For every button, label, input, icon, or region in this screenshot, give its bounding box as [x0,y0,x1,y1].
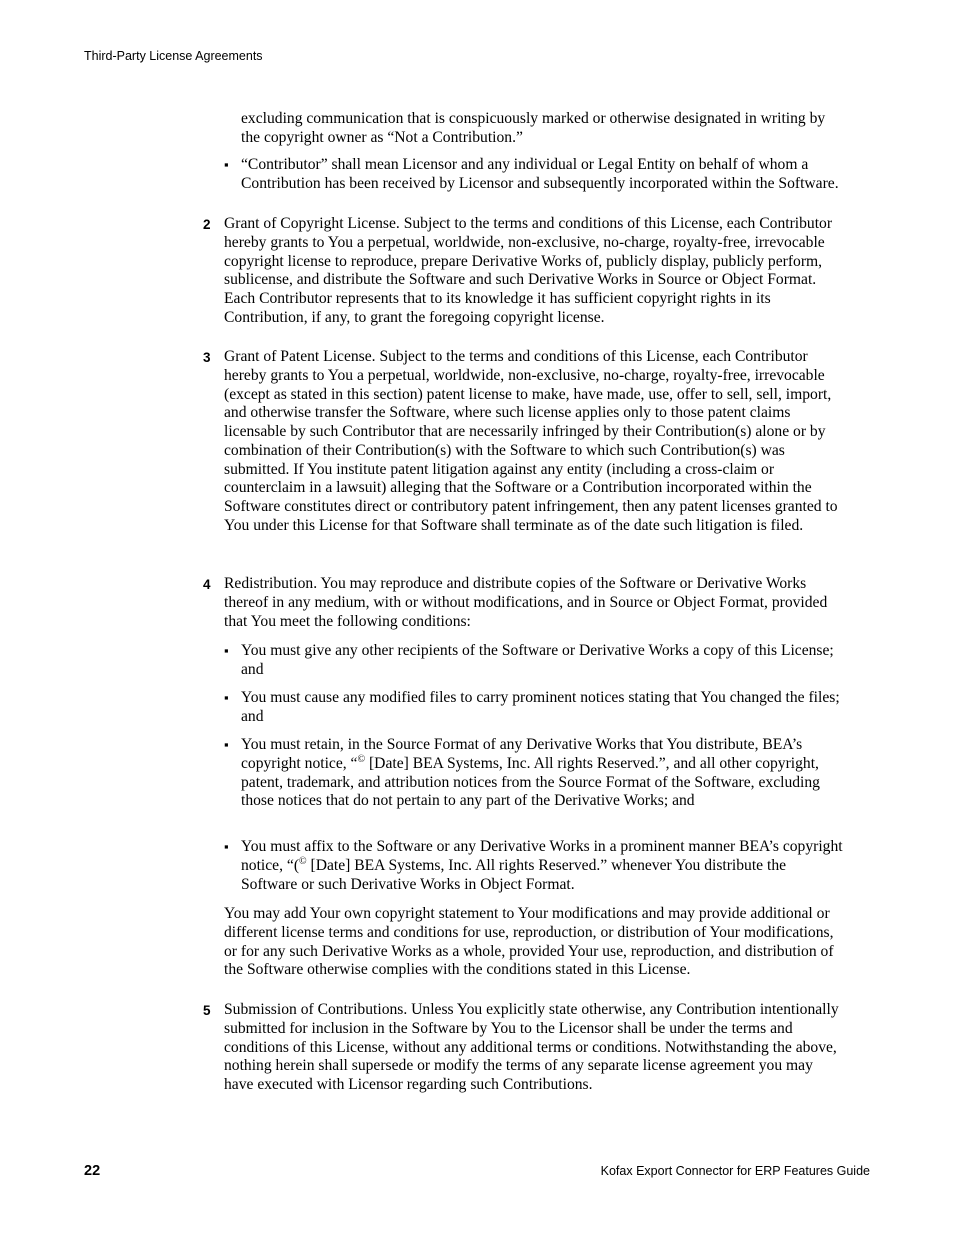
bullet-text: You must give any other recipients of the Software or Derivative Works a copy of this License; and [241,642,834,678]
item-number-4: 4 [203,577,211,592]
bullet-mark: ▪ [224,157,229,172]
bullet-copy-license [224,642,846,680]
item-number-3: 3 [203,350,211,365]
item-2-text: Grant of Copyright License. Subject to the terms and conditions of this License, each Contributor hereby grants to You a perpetual, worldwide, non-exclusive, no-charge, royalty-free, irrevocable copyright license to reproduce, prepare Derivative Works of, publicly display, publicly perform, sublicense, and distribute the Software and such Derivative Works in Source or Object Format. Each Contributor represents that to its knowledge it has sufficient copyright rights in its Contribution, if any, to grant the foregoing copyright license. [224,215,833,326]
item-number-2: 2 [203,217,211,232]
bullet-text-post: [Date] BEA Systems, Inc. All rights Reserved.” whenever You distribute the Software or such Derivative Works in Object Format. [241,856,787,893]
bullet-text-post: [Date] BEA Systems, Inc. All rights Reserved.”, and all other copyright, patent, trademark, and attribution notices from the Source Format of the Software, excluding those notices that do not pertain to any part of the Derivative Works; and [241,754,820,810]
bullet-mark: ▪ [224,839,229,854]
bullet-mark: ▪ [224,643,229,658]
running-header: Third-Party License Agreements [84,49,263,63]
bullet-text: You must cause any modified files to carry prominent notices stating that You changed the files; and [241,689,840,725]
copyright-symbol: © [299,855,307,867]
bullet-modified-files [224,689,846,727]
item-number-5: 5 [203,1003,211,1018]
bullet-contributor [224,156,846,194]
page-number: 22 [84,1163,101,1179]
copyright-symbol: © [357,753,366,765]
item-5-text: Submission of Contributions. Unless You explicitly state otherwise, any Contribution intentionally submitted for inclusion in the Software by You to the Licensor shall be under the terms and conditions of this License, without any additional terms or conditions. Notwithstanding the above, nothing herein shall supersede or modify the terms of any separate license agreement you may have executed with Licensor regarding such Contributions. [224,1001,839,1093]
item-4-text: Redistribution. You may reproduce and distribute copies of the Software or Derivative Works thereof in any medium, with or without modifications, and in Source or Object Format, provided that You meet the following conditions: [224,575,828,630]
bullet-mark: ▪ [224,690,229,705]
bullet-mark: ▪ [224,737,229,752]
bullet-affix-notice [224,838,846,894]
continued-paragraph: excluding communication that is conspicuously marked or otherwise designated in writing by the copyright owner as “Not a Contribution.” [241,110,826,146]
footer-doc-title: Kofax Export Connector for ERP Features Guide [600,1164,870,1178]
bullet-retain-notice [224,736,846,811]
bullet-text: “Contributor” shall mean Licensor and any individual or Legal Entity on behalf of whom a Contribution has been received by Licensor and subsequently incorporated within the Software. [241,156,839,192]
bullet-text-pre: You must affix to the Software or any Derivative Works in a prominent manner BEA’s copyright notice, “( [241,838,843,874]
item-3-text: Grant of Patent License. Subject to the terms and conditions of this License, each Contributor hereby grants to You a perpetual, worldwide, non-exclusive, no-charge, royalty-free, irrevocable (except as stated in this section) patent license to make, have made, use, offer to sell, sell, import, and otherwise transfer the Software, where such license applies only to those patent claims licensable by such Contributor that are necessarily infringed by their Contribution(s) alone or by combination of their Contribution(s) with the Software to which such Contribution(s) was submitted. If You institute patent litigation against any entity (including a cross-claim or counterclaim in a lawsuit) alleging that the Software or a Contribution incorporated within the Software constitutes direct or contributory patent infringement, then any patent licenses granted to You under this License for that Software shall terminate as of the date such litigation is filed. [224,348,838,534]
paragraph-add-copyright: You may add Your own copyright statement to Your modifications and may provide additional or different license terms and conditions for use, reproduction, or distribution of Your modifications, or for any such Derivative Works as a whole, provided Your use, reproduction, and distribution of the Software otherwise complies with the conditions stated in this License. [224,905,834,979]
bullet-text-pre: You must retain, in the Source Format of any Derivative Works that You distribute, BEA’s copyright notice, “ [241,736,803,772]
